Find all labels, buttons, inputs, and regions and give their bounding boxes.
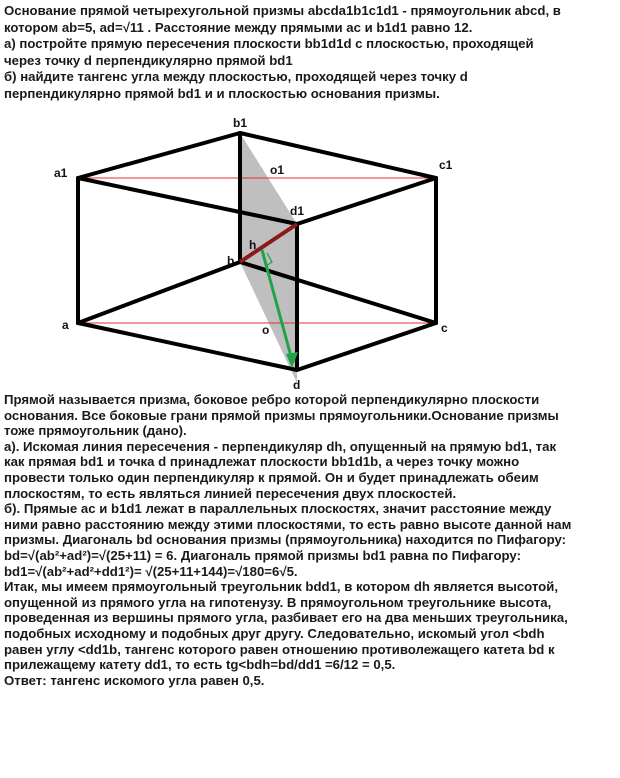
solution-line: призмы. Диагональ bd основания призмы (прямоугольника) находится по Пифагору: bbox=[4, 532, 567, 548]
solution-line: опущенной из прямого угла на гипотенузу. В прямоугольном треугольнике высота, bbox=[4, 594, 552, 610]
problem-line: перпендикулярно прямой bd1 и и плоскостью основания призмы. bbox=[4, 85, 440, 101]
solution-line: прилежащему катету dd1, то есть tg<bdh=bd/dd1 =6/12 = 0,5. bbox=[4, 657, 396, 673]
solution-text bbox=[4, 392, 616, 688]
label-c1: c1 bbox=[439, 158, 453, 172]
label-h: h bbox=[249, 238, 257, 252]
edge-a1b1 bbox=[78, 133, 240, 178]
label-d: d bbox=[293, 378, 301, 392]
solution-line: проведенная из вершины прямого угла, разбивает его на два меньших треугольника, bbox=[4, 610, 568, 626]
solution-line: Ответ: тангенс искомого угла равен 0,5. bbox=[4, 672, 265, 688]
label-a: a bbox=[62, 318, 69, 332]
solution-line: подобных исходному и подобных друг другу. Следовательно, искомый угол <bdh bbox=[4, 625, 545, 641]
solution-line: ними равно расстоянию между этими плоскостями, то есть равно высоте данной нам bbox=[4, 516, 572, 532]
solution-line: Прямой называется призма, боковое ребро которой перпендикулярно плоскости bbox=[4, 392, 540, 407]
edge-c1d1 bbox=[297, 178, 436, 224]
label-o: o bbox=[262, 323, 270, 337]
problem-line: б) найдите тангенс угла между плоскостью, проходящей через точку d bbox=[4, 69, 468, 85]
solution-line: основания. Все боковые грани прямой призмы прямоугольники.Основание призмы bbox=[4, 407, 559, 423]
solution-line: Итак, мы имеем прямоугольный треугольник bdd1, в котором dh является высотой, bbox=[4, 579, 559, 595]
solution-line: а). Искомая линия пересечения - перпендикуляр dh, опущенный на прямую bd1, так bbox=[4, 438, 557, 454]
solution-line: равен углу <dd1b, тангенс которого равен отношению противолежащего катета bd к bbox=[4, 641, 555, 657]
solution-line: плоскостям, то есть являться линией пересечения двух плоскостей. bbox=[4, 485, 457, 501]
solution-line: провести только один перпендикуляр к прямой. Он и будет принадлежать обеим bbox=[4, 469, 539, 485]
edge-cd bbox=[297, 323, 436, 370]
label-c: c bbox=[441, 321, 448, 335]
solution-line: как прямая bd1 и точка d принадлежат плоскости bb1d1b, а через точку можно bbox=[4, 454, 520, 470]
solution-line: б). Прямые ac и b1d1 лежат в параллельных плоскостях, значит расстояние между bbox=[4, 501, 552, 517]
problem-line: через точку d перпендикулярно прямой bd1 bbox=[4, 52, 293, 68]
problem-line: котором ab=5, ad=√11 . Расстояние между прямыми ac и b1d1 равно 12. bbox=[4, 19, 473, 35]
label-a1: a1 bbox=[54, 166, 68, 180]
problem-line: Основание прямой четырехугольной призмы abcda1b1c1d1 - прямоугольник abcd, в bbox=[4, 3, 561, 18]
edge-ab bbox=[78, 262, 240, 323]
solution-line: bd1=√(ab²+ad²+dd1²)= √(25+11+144)=√180=6√5. bbox=[4, 563, 298, 579]
label-d1: d1 bbox=[290, 204, 305, 218]
solution-line: тоже прямоугольник (дано). bbox=[4, 423, 187, 439]
label-b: b bbox=[227, 254, 235, 268]
label-b1: b1 bbox=[233, 116, 248, 130]
label-o1: o1 bbox=[270, 163, 285, 177]
solution-line: bd=√(ab²+ad²)=√(25+11) = 6. Диагональ прямой призмы bd1 равна по Пифагору: bbox=[4, 547, 521, 563]
problem-line: а) постройте прямую пересечения плоскости bb1d1d c плоскостью, проходящей bbox=[4, 36, 534, 52]
